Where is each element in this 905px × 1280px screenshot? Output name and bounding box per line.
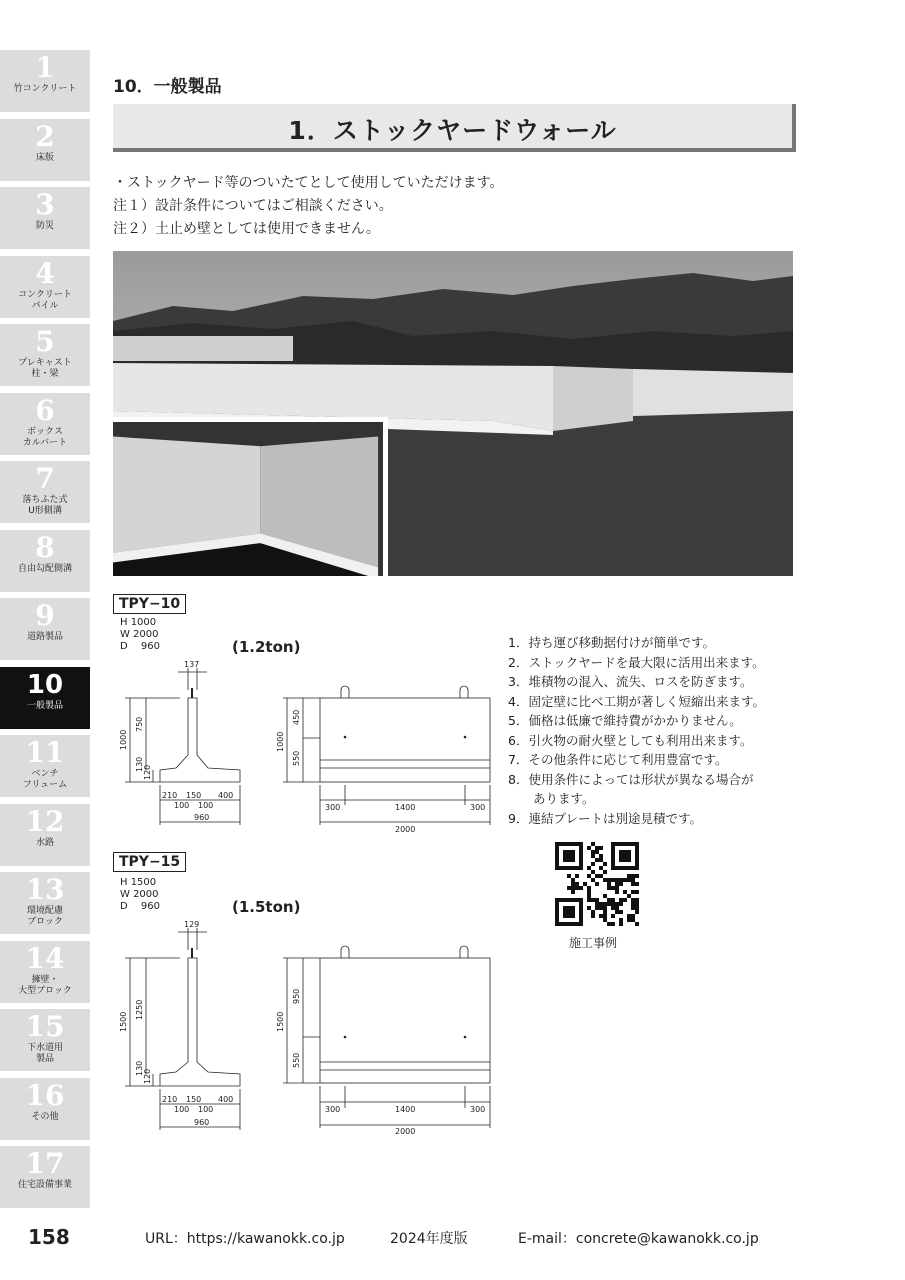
- product-weight: (1.5ton): [232, 898, 301, 916]
- sidebar-tab[interactable]: [0, 872, 90, 934]
- dim-h-foot: 120: [143, 764, 152, 780]
- tab-number: 9: [35, 599, 55, 632]
- dim-line: D 960: [120, 641, 160, 652]
- qr-caption: 施工事例: [569, 936, 618, 950]
- tab-label: 擁壁・ 大型ブロック: [18, 974, 72, 996]
- tab-number: 7: [35, 462, 55, 495]
- intro-line: 注１）設計条件についてはご相談ください。: [113, 198, 393, 214]
- tab-number: 17: [25, 1147, 65, 1180]
- dim-b1: 210: [162, 791, 178, 800]
- dim-h-total: 1000: [119, 729, 128, 750]
- dim-top: 137: [184, 660, 200, 669]
- footer-url[interactable]: URL：https://kawanokk.co.jp: [145, 1231, 345, 1247]
- sidebar-tab[interactable]: [0, 324, 90, 386]
- sidebar-tab[interactable]: [0, 941, 90, 1003]
- dim-h-base: 130: [135, 1060, 144, 1076]
- tab-label: ベンチ フリューム: [22, 769, 68, 790]
- dim-width: 2000: [395, 825, 416, 834]
- tab-number: 6: [35, 393, 55, 427]
- sidebar-tab[interactable]: [0, 50, 90, 112]
- dim-b3: 400: [218, 1095, 234, 1104]
- dim-h-lower: 550: [292, 750, 301, 766]
- tab-label: 防災: [35, 221, 54, 231]
- feature-item: 1．持ち運び移動据付けが簡単です。: [508, 635, 715, 650]
- sidebar-tab[interactable]: [0, 256, 90, 318]
- sidebar-tab[interactable]: [0, 598, 90, 660]
- dim-h-base: 130: [135, 756, 144, 772]
- dim-width: 960: [194, 813, 210, 822]
- tab-number: 10: [26, 669, 64, 700]
- dim-w2: 1400: [395, 1105, 416, 1114]
- feature-item: 7．その他条件に応じて利用豊富です。: [508, 752, 728, 767]
- dim-line: W 2000: [120, 889, 159, 900]
- intro-line: ・ストックヤード等のついたてとして使用していただけます。: [113, 175, 504, 191]
- tab-label: 自由勾配側溝: [17, 563, 72, 574]
- dim-b4: 100: [174, 1105, 190, 1114]
- corner-photo: [113, 417, 388, 576]
- dim-h-total: 1000: [276, 731, 285, 752]
- dim-top: 129: [184, 920, 200, 929]
- sidebar-tab[interactable]: [0, 667, 90, 729]
- dim-w3: 300: [470, 803, 486, 812]
- dim-h-upper: 750: [135, 716, 144, 732]
- footer-year: 2024年度版: [390, 1231, 468, 1247]
- product-weight: (1.2ton): [232, 638, 301, 656]
- sidebar-tab[interactable]: [0, 461, 90, 523]
- dim-w2: 1400: [395, 803, 416, 812]
- page-title: 1．ストックヤードウォール: [288, 116, 617, 145]
- dim-line: H 1000: [120, 617, 157, 628]
- feature-item: 8．使用条件によっては形状が異なる場合が: [508, 771, 754, 787]
- sidebar-tab[interactable]: [0, 804, 90, 866]
- title-banner: [113, 104, 796, 152]
- dim-h-total: 1500: [119, 1011, 128, 1032]
- tab-label: コンクリート パイル: [18, 289, 72, 311]
- tab-label: 環境配慮 ブロック: [26, 906, 63, 927]
- dim-line: W 2000: [120, 629, 159, 640]
- dim-w1: 300: [325, 1105, 341, 1114]
- dim-h-lower: 550: [292, 1052, 301, 1068]
- tab-number: 5: [35, 325, 55, 358]
- dim-b2: 150: [186, 1095, 202, 1104]
- dim-line: H 1500: [120, 877, 157, 888]
- sidebar-tab[interactable]: [0, 1146, 90, 1208]
- feature-item: 5．価格は低廉で維持費がかかりません。: [508, 713, 742, 728]
- tab-label: 一般製品: [26, 700, 63, 711]
- feature-list: [508, 633, 765, 828]
- sidebar-tab[interactable]: [0, 187, 90, 249]
- product-dims: [120, 877, 160, 913]
- tab-number: 3: [35, 188, 55, 221]
- tab-label: プレキャスト 柱・梁: [18, 358, 72, 379]
- tab-label: 水路: [35, 837, 54, 848]
- product-dims: [120, 617, 160, 653]
- intro-line: 注２）土止め壁としては使用できません。: [113, 221, 380, 237]
- dim-w1: 300: [325, 803, 341, 812]
- dim-h-upper: 950: [292, 988, 301, 1004]
- dim-b3: 400: [218, 791, 234, 800]
- feature-item: 4．固定壁に比べ工期が著しく短縮出来ます。: [508, 693, 765, 709]
- tab-label: その他: [31, 1111, 59, 1122]
- qr-code[interactable]: [555, 842, 639, 926]
- dim-h-upper: 450: [292, 709, 301, 725]
- footer-email[interactable]: E-mail：concrete@kawanokk.co.jp: [518, 1231, 759, 1247]
- feature-item: 2．ストックヤードを最大限に活用出来ます。: [508, 654, 765, 670]
- side-view-drawing: [110, 920, 250, 1135]
- tab-number: 16: [25, 1078, 65, 1112]
- tab-label: 竹コンクリート: [13, 84, 77, 94]
- tab-label: ボックス カルバート: [22, 426, 68, 448]
- feature-item: 3．堆積物の混入、流失、ロスを防ぎます。: [508, 674, 753, 689]
- tab-label: 住宅設備事業: [17, 1180, 72, 1190]
- tab-number: 8: [35, 530, 55, 564]
- tab-number: 13: [25, 873, 65, 906]
- intro-text: [113, 172, 503, 241]
- tab-number: 15: [25, 1010, 65, 1043]
- dim-h-total: 1500: [276, 1011, 285, 1032]
- feature-item: あります。: [508, 791, 595, 806]
- dim-width: 2000: [395, 1127, 416, 1135]
- sidebar-tab[interactable]: [0, 735, 90, 797]
- side-view-drawing: [110, 660, 250, 830]
- dim-b1: 210: [162, 1095, 178, 1104]
- dim-b5: 100: [198, 1105, 214, 1114]
- sidebar-tab[interactable]: [0, 1009, 90, 1071]
- front-view-drawing: [265, 680, 495, 840]
- tab-number: 12: [25, 804, 65, 838]
- section-title: 10．一般製品: [113, 77, 222, 97]
- feature-item: 6．引火物の耐火壁としても利用出来ます。: [508, 732, 753, 748]
- tab-number: 11: [25, 736, 65, 769]
- sidebar-tab[interactable]: [0, 530, 90, 592]
- tab-label: 落ちふた式 U形側溝: [22, 495, 68, 516]
- tab-number: 2: [35, 119, 55, 153]
- dim-b2: 150: [186, 791, 202, 800]
- dim-b5: 100: [198, 801, 214, 810]
- tab-label: 床版: [35, 152, 54, 163]
- tab-number: 4: [35, 256, 55, 290]
- product-name: TPY−15: [113, 852, 186, 872]
- page-number: 158: [28, 1225, 70, 1249]
- dim-width: 960: [194, 1118, 210, 1127]
- dim-line: D 960: [120, 901, 160, 912]
- tab-number: 14: [25, 941, 65, 975]
- tab-number: 1: [35, 51, 55, 84]
- tab-label: 下水道用 製品: [26, 1043, 63, 1064]
- dim-h-foot: 120: [143, 1068, 152, 1084]
- sidebar-tab[interactable]: [0, 393, 90, 455]
- sidebar-tab[interactable]: [0, 1078, 90, 1140]
- sidebar-tab[interactable]: [0, 119, 90, 181]
- front-view-drawing: [265, 940, 495, 1135]
- feature-item: 9．連結プレートは別途見積です。: [508, 810, 702, 826]
- dim-w3: 300: [470, 1105, 486, 1114]
- dim-b4: 100: [174, 801, 190, 810]
- dim-h-upper: 1250: [135, 999, 144, 1020]
- product-name: TPY−10: [113, 594, 186, 614]
- tab-label: 道路製品: [26, 632, 63, 642]
